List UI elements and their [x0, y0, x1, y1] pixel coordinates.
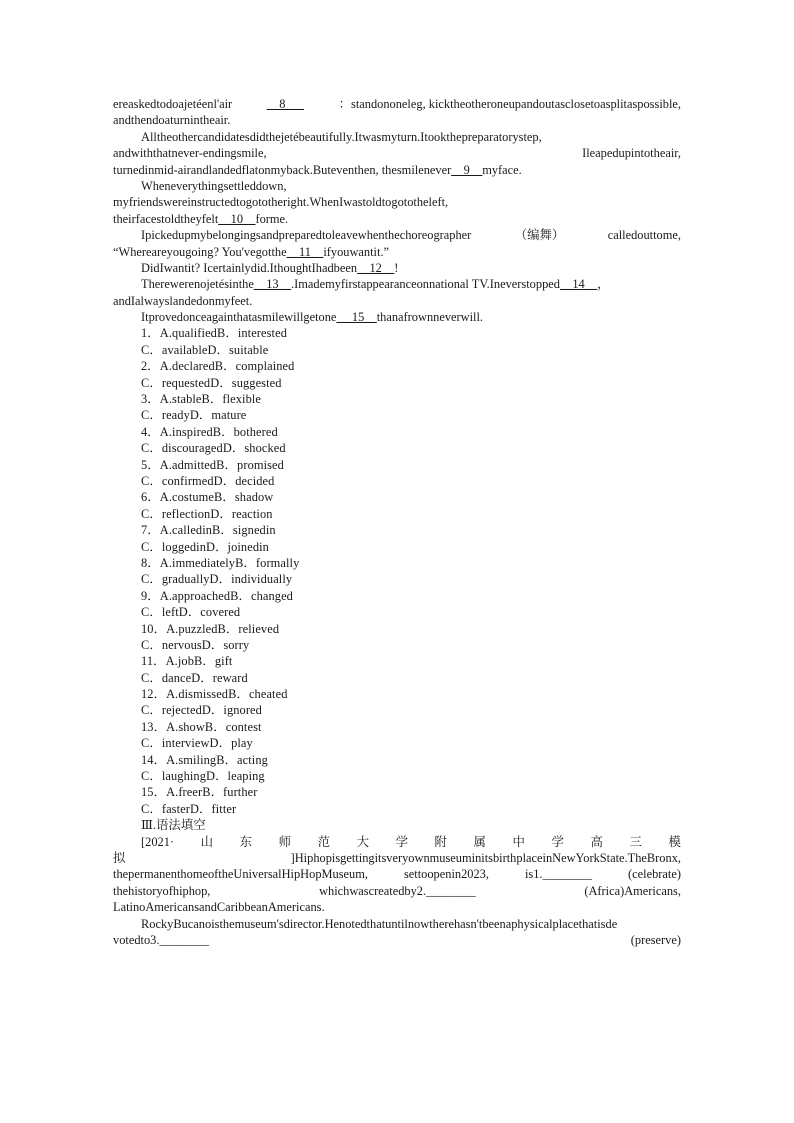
grammar-line	[113, 932, 681, 948]
option-line: 14．A.smilingB．acting	[141, 752, 268, 767]
source-text: 三	[629, 834, 642, 849]
source-text: 范	[317, 834, 330, 849]
section-title: Ⅲ.语法填空	[141, 818, 206, 833]
passage-line	[113, 162, 681, 178]
passage-line	[113, 96, 681, 112]
grammar-text: thehistoryofhiphop,	[113, 883, 211, 898]
option-line: 1．A.qualifiedB．interested	[141, 326, 287, 341]
option-line: 15．A.freerB．further	[141, 785, 258, 800]
grammar-line	[113, 916, 681, 932]
passage-line	[113, 211, 681, 227]
passage-text: ereaskedtodoajetéenl'air	[113, 97, 233, 111]
source-text: 附	[434, 834, 447, 849]
passage-text: forme.	[255, 211, 289, 226]
passage-text: thanafrownneverwill.	[376, 310, 484, 325]
blank-11: __11__	[286, 244, 324, 259]
grammar-text: ]HiphopisgettingitsveryownmuseuminitsbirthplaceinNewYorkState.TheBronx,	[290, 850, 681, 865]
passage-text: （编舞）	[514, 228, 565, 243]
option-line: C．discouragedD．shocked	[141, 441, 286, 456]
blank-12: __12__	[357, 260, 395, 275]
grammar-text: RockyBucanoisthemuseum'sdirector.Henotedthatuntilnowtherehasn'tbeenaphysicalplacethatisde	[141, 916, 618, 931]
source-text: 学	[395, 834, 408, 849]
passage-text: Ipickedupmybelongingsandpreparedtoleavewhenthechoreographer	[141, 228, 472, 243]
source-text: 中	[512, 834, 525, 849]
blank-8: __8___	[266, 97, 304, 111]
passage-text: Itprovedonceagainthatasmilewillgetone	[141, 310, 337, 325]
source-text: 山	[200, 834, 214, 849]
source-text: 东	[239, 834, 253, 849]
option-line: 2．A.declaredB．complained	[141, 359, 295, 374]
option-line: C．readyD．mature	[141, 408, 247, 423]
passage-text: myface.	[482, 162, 522, 177]
grammar-text: (Africa)Americans,	[584, 883, 681, 898]
passage-line	[113, 276, 681, 292]
grammar-text: (preserve)	[630, 932, 681, 947]
blank-13: __13__	[253, 277, 292, 292]
passage-text: .Imademyfirstappearanceonnational TV.Ineverstopped	[291, 277, 560, 292]
grammar-line	[113, 866, 681, 882]
source-text: [2021·	[141, 834, 175, 849]
passage-line	[113, 129, 681, 145]
grammar-blank-2: whichwascreatedby2.________	[319, 883, 476, 898]
grammar-line	[113, 899, 681, 915]
option-line: C．interviewD．play	[141, 736, 253, 751]
option-line: 3．A.stableB．flexible	[141, 392, 262, 407]
passage-line	[113, 309, 681, 325]
passage-text: “Whereareyougoing? You'vegotthe	[113, 244, 287, 259]
passage-text: andIalwayslandedonmyfeet.	[113, 293, 253, 308]
option-line: 6．A.costumeB．shadow	[141, 490, 274, 505]
grammar-blank-3: votedto3.________	[113, 932, 210, 947]
option-line: 4．A.inspiredB．bothered	[141, 424, 278, 439]
passage-line	[113, 145, 681, 161]
grammar-text: settoopenin2023,	[403, 867, 489, 882]
option-line: 5．A.admittedB．promised	[141, 457, 284, 472]
option-line: C．loggedinD．joinedin	[141, 539, 269, 554]
passage-text: Wheneverythingsettleddown,	[141, 178, 287, 193]
option-line: C．reflectionD．reaction	[141, 506, 273, 521]
passage-text: Therewerenojetésinthe	[141, 277, 254, 292]
passage-text: myfriendswereinstructedtogototheright.WhenIwastoldtogototheleft,	[113, 195, 449, 210]
grammar-line	[113, 850, 681, 866]
passage-text: !	[394, 260, 399, 275]
source-text: 学	[551, 834, 564, 849]
passage-text: ifyouwantit.”	[323, 244, 390, 259]
passage-line	[113, 178, 681, 194]
option-line: 10．A.puzzledB．relieved	[141, 621, 280, 636]
grammar-blank-1: is1.________	[524, 867, 593, 882]
blank-9: __9__	[451, 162, 483, 177]
source-text: 模	[668, 834, 681, 849]
option-line: C．danceD．reward	[141, 670, 248, 685]
source-text: 高	[590, 834, 603, 849]
option-line: 12．A.dismissedB．cheated	[141, 687, 288, 702]
option-line: C．nervousD．sorry	[141, 637, 250, 652]
option-line: C．rejectedD．ignored	[141, 703, 262, 718]
passage-line	[113, 260, 681, 276]
option-line: 7．A.calledinB．signedin	[141, 523, 276, 538]
option-line: C．graduallyD．individually	[141, 572, 293, 587]
passage-text: andwiththatnever-endingsmile,	[113, 146, 267, 161]
blank-10: __10__	[218, 211, 256, 226]
option-line: C．requestedD．suggested	[141, 375, 282, 390]
option-line: C．fasterD．fitter	[141, 801, 237, 816]
grammar-line	[113, 834, 681, 850]
passage-text: theirfacestoldtheyfelt	[113, 211, 219, 226]
passage-line	[113, 244, 681, 260]
option-line: C．laughingD．leaping	[141, 769, 265, 784]
blank-14: __14__	[559, 277, 598, 292]
passage-text: ：standononeleg, kicktheotheroneupandoutasclosetoasplitaspossible,	[338, 97, 681, 111]
passage-line	[113, 194, 681, 210]
passage-text: DidIwantit? Icertainlydid.IthoughtIhadbeen	[141, 260, 358, 275]
document-page	[113, 96, 681, 948]
option-line: 8．A.immediatelyB．formally	[141, 555, 300, 570]
passage-text: Alltheothercandidatesdidthejetébeautifully.Itwasmyturn.Itookthepreparatorystep,	[141, 129, 542, 144]
passage-line	[113, 112, 681, 128]
passage-text: calledouttome,	[607, 228, 681, 243]
grammar-line	[113, 883, 681, 899]
source-text: 师	[278, 834, 291, 849]
option-line: C．availableD．suitable	[141, 342, 269, 357]
blank-15: __ 15__	[336, 310, 377, 325]
grammar-text: 拟	[113, 850, 126, 865]
passage-text: Ileapedupintotheair,	[582, 146, 681, 161]
grammar-text: thepermanenthomeoftheUniversalHipHopMuseum,	[113, 867, 368, 882]
source-chars	[141, 834, 681, 850]
option-line: 9．A.approachedB．changed	[141, 588, 293, 603]
option-line: C．leftD．covered	[141, 605, 241, 620]
grammar-text: (celebrate)	[628, 867, 681, 882]
source-text: 大	[356, 834, 369, 849]
option-line: C．confirmedD．decided	[141, 473, 275, 488]
option-line: 13．A.showB．contest	[141, 719, 262, 734]
passage-line	[113, 293, 681, 309]
grammar-text: LatinoAmericansandCaribbeanAmericans.	[113, 900, 325, 915]
passage-text: ，	[597, 277, 610, 292]
passage-line	[113, 227, 681, 243]
passage-text: andthendoaturnintheair.	[113, 113, 231, 128]
option-line: 11．A.jobB．gift	[141, 654, 233, 669]
source-text: 属	[473, 834, 486, 849]
passage-text: turnedinmid-airandlandedflatonmyback.Buteventhen, thesmilenever	[113, 162, 452, 177]
